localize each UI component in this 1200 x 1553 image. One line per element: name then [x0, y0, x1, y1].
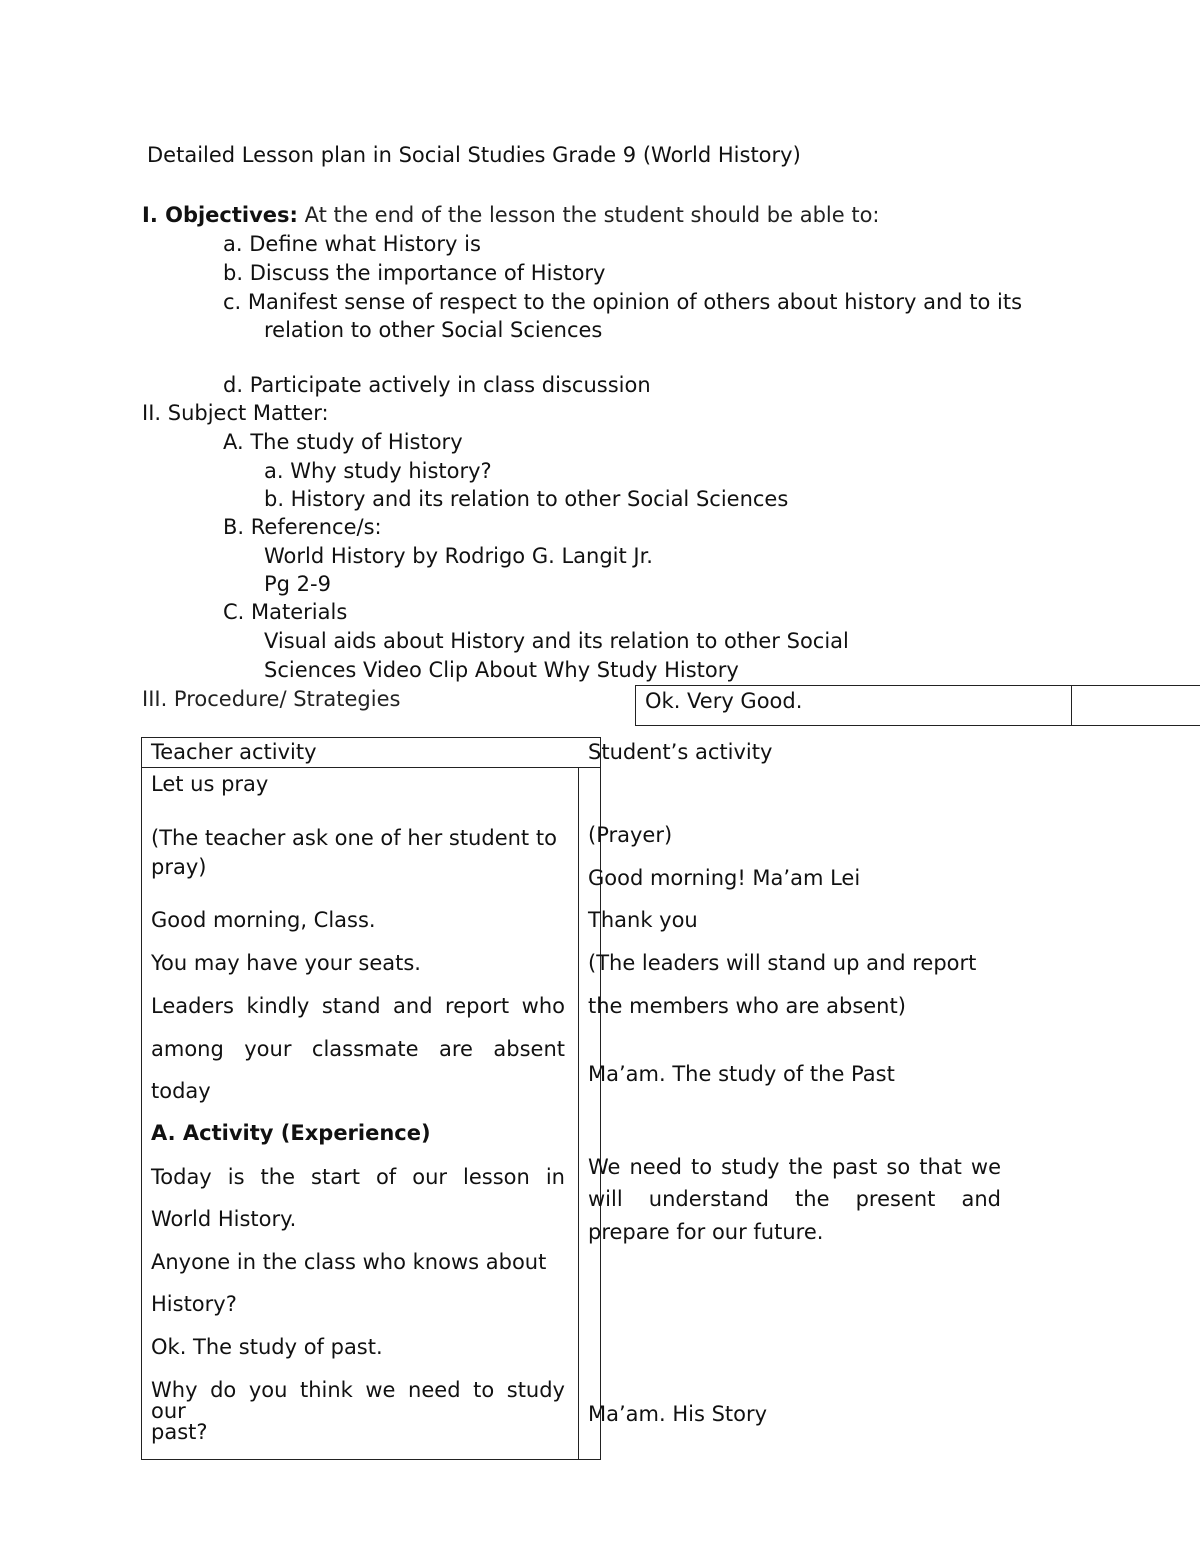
floating-cell-empty: [1071, 685, 1200, 726]
teacher-line: Ok. The study of past.: [151, 1335, 383, 1359]
student-line: prepare for our future.: [588, 1220, 824, 1244]
objectives-line: [142, 205, 880, 226]
teacher-line: past?: [151, 1420, 208, 1444]
objectives-heading: I. Objectives:: [142, 203, 298, 227]
teacher-line: Good morning, Class.: [151, 908, 376, 932]
procedure-heading: III. Procedure/ Strategies: [142, 687, 401, 711]
objective-marker: c.: [223, 290, 242, 314]
materials-line: Sciences Video Clip About Why Study History: [264, 658, 739, 682]
teacher-line: (The teacher ask one of her student to: [151, 826, 557, 850]
subject-matter-heading: II. Subject Matter:: [142, 401, 329, 425]
student-line: Ma’am. The study of the Past: [588, 1062, 895, 1086]
teacher-line: World History.: [151, 1207, 297, 1231]
teacher-line: today: [151, 1079, 211, 1103]
objective-marker: b.: [223, 261, 244, 285]
student-line: Good morning! Ma’am Lei: [588, 866, 861, 890]
objective-c: [223, 292, 1022, 313]
reference-line: Pg 2-9: [264, 572, 331, 596]
activity-heading: A. Activity (Experience): [151, 1121, 431, 1145]
subject-a-item: a. Why study history?: [264, 459, 492, 483]
objective-d: [223, 375, 651, 396]
objective-marker: d.: [223, 373, 244, 397]
page-title: Detailed Lesson plan in Social Studies Grade 9 (World History): [147, 143, 801, 167]
subject-a-label: A. The study of History: [223, 430, 463, 454]
subject-c-label: C. Materials: [223, 600, 348, 624]
teacher-line: Why do you think we need to study our: [151, 1378, 565, 1423]
teacher-activity-header: Teacher activity: [151, 740, 317, 764]
subject-a-item: b. History and its relation to other Social Sciences: [264, 487, 789, 511]
student-line: Ma’am. His Story: [588, 1402, 768, 1426]
floating-cell-text: Ok. Very Good.: [645, 689, 803, 713]
student-line: Thank you: [588, 908, 698, 932]
teacher-line: You may have your seats.: [151, 951, 421, 975]
teacher-line: History?: [151, 1292, 237, 1316]
student-line: (Prayer): [588, 823, 673, 847]
teacher-line: among your classmate are absent: [151, 1037, 565, 1061]
subject-b-label: B. Reference/s:: [223, 515, 382, 539]
objective-a: [223, 234, 481, 255]
objective-marker: a.: [223, 232, 243, 256]
table-column-divider: [578, 767, 579, 1459]
objective-b: [223, 263, 605, 284]
objective-text: Participate actively in class discussion: [249, 373, 651, 397]
teacher-line: Anyone in the class who knows about: [151, 1250, 547, 1274]
teacher-line: Today is the start of our lesson in: [151, 1165, 565, 1189]
floating-cell: [635, 685, 1072, 726]
student-line: will understand the present and: [588, 1187, 1001, 1211]
objective-text: Manifest sense of respect to the opinion of others about history and to its: [247, 290, 1023, 314]
objectives-intro: At the end of the lesson the student should be able to:: [304, 203, 880, 227]
student-line: We need to study the past so that we: [588, 1155, 1001, 1179]
objective-text: Define what History is: [249, 232, 481, 256]
student-line: (The leaders will stand up and report: [588, 951, 977, 975]
teacher-line: pray): [151, 855, 207, 879]
objective-text: Discuss the importance of History: [249, 261, 606, 285]
teacher-line: Let us pray: [151, 772, 269, 796]
student-line: the members who are absent): [588, 994, 906, 1018]
objective-c-continuation: relation to other Social Sciences: [264, 318, 603, 342]
reference-line: World History by Rodrigo G. Langit Jr.: [264, 544, 653, 568]
table-header-divider: [141, 767, 601, 768]
teacher-line: Leaders kindly stand and report who: [151, 994, 565, 1018]
materials-line: Visual aids about History and its relation to other Social: [264, 629, 849, 653]
student-activity-header: Student’s activity: [588, 740, 773, 764]
